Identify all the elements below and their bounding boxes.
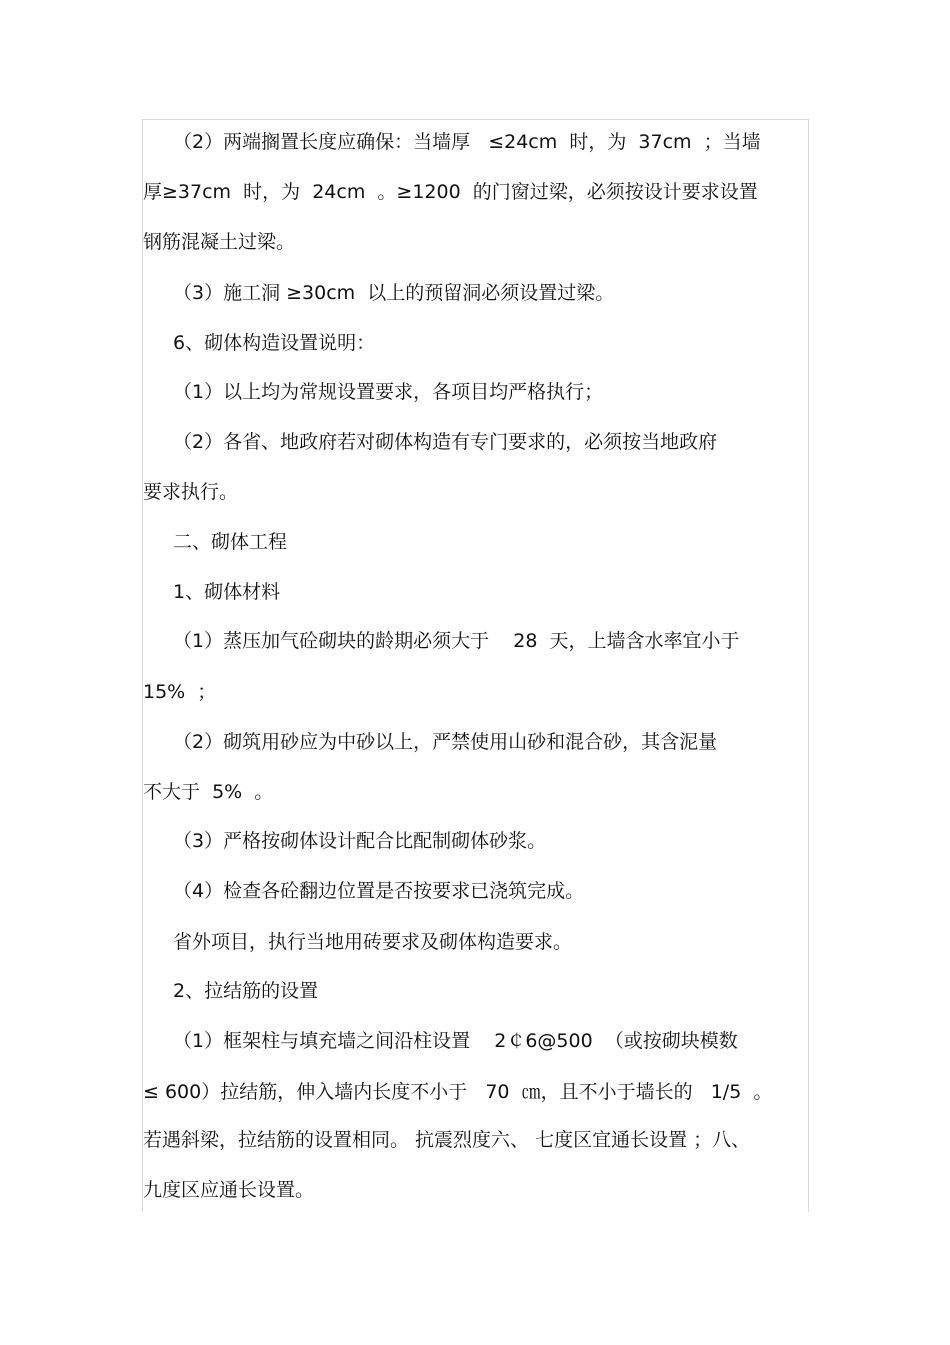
section-heading: 6、砌体构造设置说明： [173,332,376,354]
text-line: （3）施工洞 ≥30cm 以上的预留洞必须设置过梁。 [173,282,615,304]
text-line: 若遇斜梁，拉结筋的设置相同。 抗震烈度六、 七度区宜通长设置 ；八、 [143,1129,751,1151]
section-heading: 1、砌体材料 [173,581,281,603]
text-line: （3）严格按砌体设计配合比配制砌体砂浆。 [173,830,547,852]
section-heading: 2、拉结筋的设置 [173,980,319,1002]
text-line: （1）以上均为常规设置要求，各项目均严格执行； [173,381,604,403]
text-line: 不大于 5% 。 [143,781,274,803]
text-line: 要求执行。 [143,481,239,503]
text-line: （4）检查各砼翻边位置是否按要求已浇筑完成。 [173,880,585,902]
text-line: （2）砌筑用砂应为中砂以上，严禁使用山砂和混合砂，其含泥量 [173,731,718,753]
text-line: 省外项目，执行当地用砖要求及砌体构造要求。 [173,931,573,953]
text-line: （2）各省、地政府若对砌体构造有专门要求的，必须按当地政府 [173,431,718,453]
text-line: 九度区应通长设置。 [143,1179,315,1201]
text-line: （1）蒸压加气砼砌块的龄期必须大于 28 天，上墙含水率宜小于 [173,630,740,652]
text-line: （2）两端搁置长度应确保：当墙厚 ≤24cm 时，为 37cm ；当墙 [173,131,761,153]
chapter-heading: 二、砌体工程 [173,531,288,553]
text-line: （1）框架柱与填充墙之间沿柱设置 2￠6@500 （或按砌块模数 [173,1030,738,1052]
text-line: 厚≥37cm 时，为 24cm 。≥1200 的门窗过梁，必须按设计要求设置 [143,181,758,203]
page-frame [142,119,809,1212]
text-line: 15% ； [143,681,217,703]
text-line: ≤ 600）拉结筋，伸入墙内长度不小于 70 ㎝，且不小于墙长的 1/5 。 [143,1081,773,1103]
text-line: 钢筋混凝土过梁。 [143,231,296,253]
